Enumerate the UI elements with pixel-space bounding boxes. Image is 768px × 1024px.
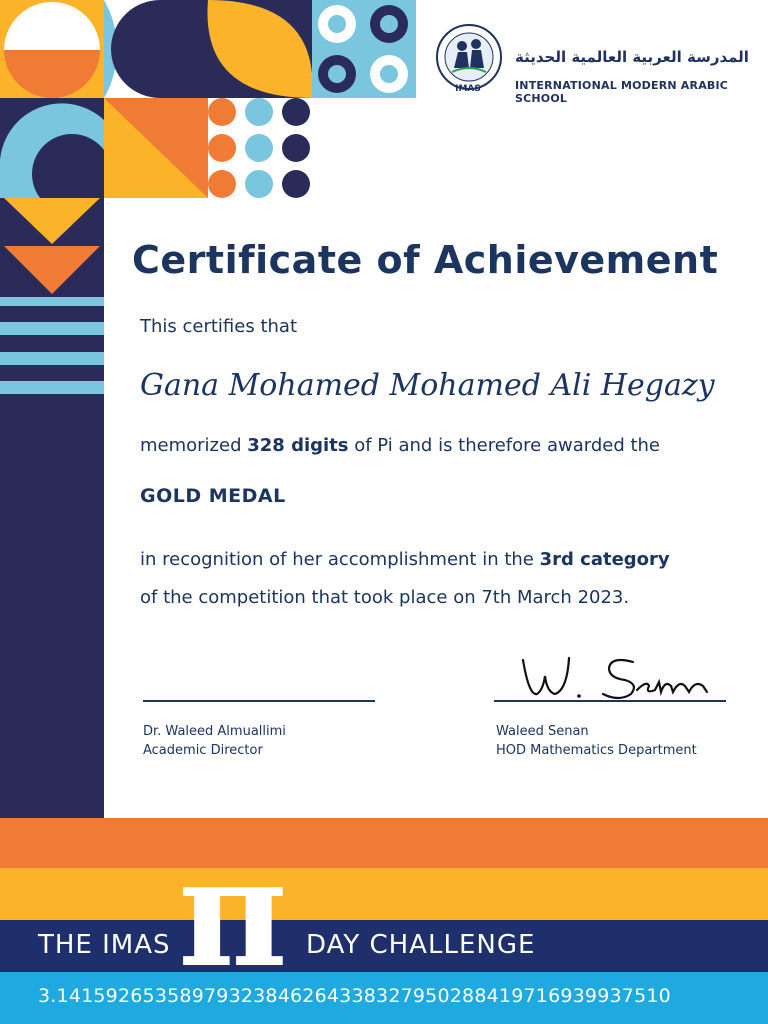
recognition-line — [140, 549, 670, 570]
achievement-line-pre: memorized — [140, 435, 248, 456]
recognition-line-pre: in recognition of her accomplishment in the — [140, 549, 540, 570]
achievement-line-post: of Pi and is therefore awarded the — [348, 435, 660, 456]
recipient-name: Gana Mohamed Mohamed Ali Hegazy — [140, 368, 715, 403]
intro-text: This certifies that — [140, 316, 297, 337]
signatory-info — [496, 722, 697, 760]
signatory-name: Dr. Waleed Almuallimi — [143, 724, 286, 739]
digits-count: 328 digits — [247, 435, 349, 456]
certificate-title: Certificate of Achievement — [132, 238, 719, 282]
signatory-name: Waleed Senan — [496, 724, 589, 739]
pi-digits: 3.14159265358979323846264338327950288419716939937510 — [38, 985, 671, 1007]
achievement-line — [140, 435, 660, 456]
geometric-pattern-graphic — [0, 0, 416, 400]
handwritten-signature — [515, 650, 720, 704]
footer-title-left: THE IMAS — [38, 930, 171, 960]
school-logo-text: IMAS — [455, 84, 481, 94]
left-side-bar — [0, 400, 104, 818]
footer-title-right: DAY CHALLENGE — [306, 930, 536, 960]
footer-orange-band — [0, 818, 768, 868]
category-text: 3rd category — [539, 549, 670, 570]
school-name-arabic: المدرسة العربية العالمية الحديثة — [515, 48, 749, 66]
award-title: GOLD MEDAL — [140, 485, 286, 507]
footer-yellow-band — [0, 868, 768, 920]
competition-date-line: of the competition that took place on 7th March 2023. — [140, 587, 630, 608]
pi-symbol: π — [178, 825, 288, 1001]
signature-line — [494, 700, 726, 702]
school-name-english: INTERNATIONAL MODERN ARABIC SCHOOL — [515, 79, 729, 105]
signatory-role: HOD Mathematics Department — [496, 743, 697, 758]
signature-line — [143, 700, 375, 702]
signatory-role: Academic Director — [143, 743, 263, 758]
signatory-info — [143, 722, 286, 760]
